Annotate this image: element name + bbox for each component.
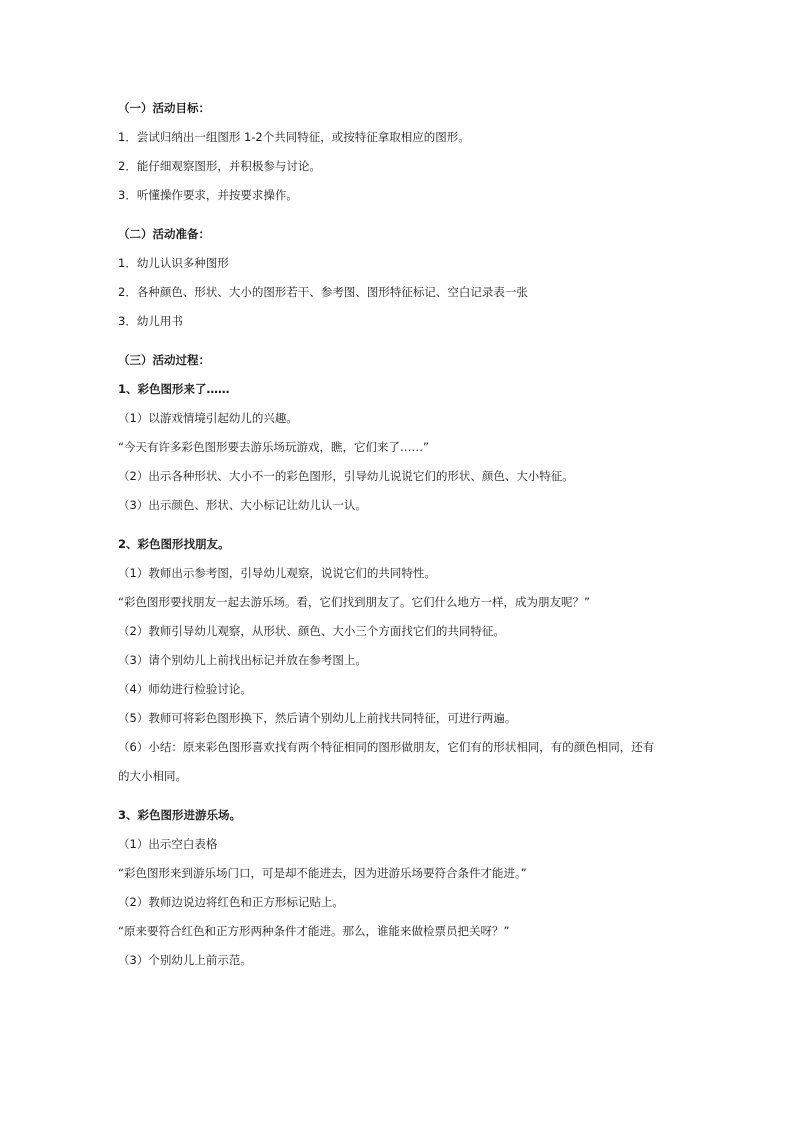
preparation-item: 3．幼儿用书 <box>118 314 183 328</box>
preparation-item: 2．各种颜色、形状、大小的图形若干、参考图、图形特征标记、空白记录表一张 <box>118 285 528 299</box>
section-heading-goals: （一）活动目标： <box>118 101 210 115</box>
step-line: （4）师幼进行检验讨论。 <box>118 682 252 696</box>
step-line: （3）出示颜色、形状、大小标记让幼儿认一认。 <box>118 498 367 512</box>
step-line: （2）出示各种形状、大小不一的彩色图形，引导幼儿说说它们的形状、颜色、大小特征。 <box>118 469 574 483</box>
step-heading: 3、彩色图形进游乐场。 <box>118 808 242 822</box>
step-line: （1）出示空白表格 <box>118 837 218 851</box>
step-line: （2）教师引导幼儿观察，从形状、颜色、大小三个方面找它们的共同特征。 <box>118 624 505 638</box>
step-line: “原来要符合红色和正方形两种条件才能进。那么，谁能来做检票员把关呀？” <box>118 924 510 938</box>
step-line: （3）请个别幼儿上前找出标记并放在参考图上。 <box>118 653 367 667</box>
step-line: （1）教师出示参考图，引导幼儿观察，说说它们的共同特性。 <box>118 566 436 580</box>
step-line: “彩色图形要找朋友一起去游乐场。看，它们找到朋友了。它们什么地方一样，成为朋友呢？” <box>118 595 590 609</box>
section-heading-process: （三）活动过程： <box>118 353 210 367</box>
step-line: （3）个别幼儿上前示范。 <box>118 953 252 967</box>
section-heading-preparation: （二）活动准备： <box>118 227 210 241</box>
preparation-item: 1．幼儿认识多种图形 <box>118 256 229 270</box>
goal-item: 2．能仔细观察图形，并积极参与讨论。 <box>118 159 321 173</box>
step-line: （1）以游戏情境引起幼儿的兴趣。 <box>118 411 298 425</box>
step-line: （5）教师可将彩色图形换下，然后请个别幼儿上前找共同特征，可进行两遍。 <box>118 711 517 725</box>
goal-item: 1．尝试归纳出一组图形 1-2个共同特征，或按特征拿取相应的图形。 <box>118 130 470 144</box>
goal-item: 3．听懂操作要求，并按要求操作。 <box>118 188 298 202</box>
summary-line-continued: 的大小相同。 <box>118 769 187 783</box>
summary-line: （6）小结：原来彩色图形喜欢找有两个特征相同的图形做朋友，它们有的形状相同，有的颜色相同，还有 <box>118 740 655 754</box>
step-heading: 2、彩色图形找朋友。 <box>118 537 230 551</box>
step-line: “彩色图形来到游乐场门口，可是却不能进去，因为进游乐场要符合条件才能进。” <box>118 866 527 880</box>
document-body <box>118 100 684 968</box>
step-line: “今天有许多彩色图形要去游乐场玩游戏，瞧，它们来了……” <box>118 440 429 454</box>
step-line: （2）教师边说边将红色和正方形标记贴上。 <box>118 895 344 909</box>
step-heading: 1、彩色图形来了…… <box>118 382 230 396</box>
